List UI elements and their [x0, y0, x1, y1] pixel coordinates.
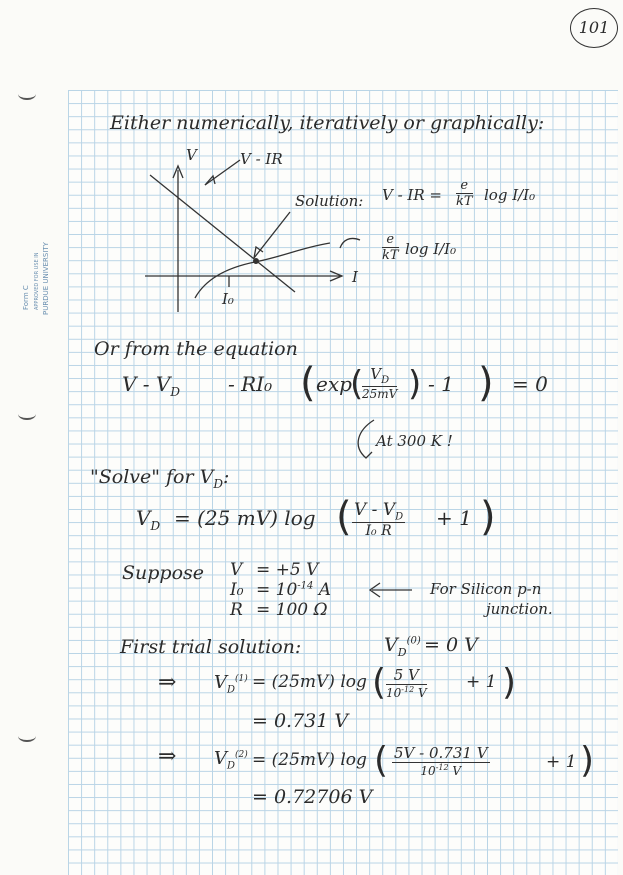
equation-left-paren: (: [300, 360, 316, 406]
solution-coefficient: $\frac{e}{kT}$: [456, 178, 473, 209]
temperature-note: At 300 K !: [376, 432, 453, 450]
load-line-label: V - IR: [240, 150, 283, 168]
curve-label: log I/I₀: [405, 240, 457, 258]
iteration1-tail: + 1: [466, 672, 497, 692]
suppose-val-v: = +5 V: [256, 560, 319, 580]
equation-lhs: V - $V_D$: [122, 372, 180, 399]
heading: Either numerically, iteratively or graphically:: [110, 112, 545, 134]
iteration1-variable: $V_D^{(1)}$: [214, 672, 248, 696]
equation-mid: - RI₀: [228, 372, 273, 396]
iteration2-variable: $V_D^{(2)}$: [214, 748, 248, 772]
iteration1-right-paren: ): [502, 662, 517, 703]
equation-inner-left-paren: (: [350, 364, 364, 404]
first-trial-label: First trial solution:: [120, 636, 302, 658]
suppose-val-r: = 100 Ω: [256, 600, 328, 620]
first-trial-value: = 0 V: [424, 634, 478, 656]
iteration2-expression: = (25mV) log: [252, 750, 367, 770]
vd-equation-tail: + 1: [436, 506, 472, 530]
equation-tail: - 1: [428, 372, 454, 396]
svg-text:Form C: Form C: [22, 285, 30, 310]
v-axis-label: V: [186, 146, 197, 164]
suppose-var-v: V: [230, 560, 243, 580]
equation-rhs: = 0: [512, 372, 548, 396]
suppose-val-i0: = $10^{-14}$ A: [256, 580, 332, 600]
vd-equation-lhs: $V_D$: [136, 506, 161, 533]
solve-line: "Solve" for $V_D$:: [90, 466, 230, 491]
curve-coefficient: $\frac{e}{kT}$: [382, 232, 399, 263]
vd-equation-prefix: = (25 mV) log: [174, 506, 316, 530]
iteration2-left-paren: (: [374, 740, 389, 781]
vd-left-paren: (: [336, 494, 352, 540]
or-line: Or from the equation: [94, 338, 298, 360]
iteration1-fraction: 5 V $10^{-12}$ V: [386, 666, 427, 700]
svg-text:PURDUE UNIVERSITY: PURDUE UNIVERSITY: [42, 242, 50, 315]
i-axis-label: I: [352, 268, 358, 286]
silicon-note-line1: For Silicon p-n: [430, 580, 542, 598]
i0-tick-label: I₀: [222, 290, 234, 308]
vd-fraction: V - $V_D$ I₀ R: [354, 500, 404, 540]
silicon-note-line2: junction.: [486, 600, 553, 618]
first-trial-variable: $V_D^{(0)}$: [384, 634, 421, 659]
iteration2-fraction: 5V - 0.731 V $10^{-12}$ V: [394, 744, 488, 778]
suppose-var-r: R: [230, 600, 243, 620]
solution-equation-rhs: log I/I₀: [484, 186, 536, 204]
vd-right-paren: ): [480, 494, 496, 540]
svg-text:APPROVED FOR USE IN: APPROVED FOR USE IN: [34, 252, 40, 310]
iteration2-tail: + 1: [546, 752, 577, 772]
iteration1-left-paren: (: [372, 662, 387, 703]
iteration1-arrow: ⇒: [158, 670, 177, 695]
solution-label: Solution:: [295, 192, 364, 210]
iteration2-arrow: ⇒: [158, 744, 177, 769]
equation-fraction: $V_D$ 25mV: [362, 365, 398, 401]
solution-equation-lhs: V - IR =: [382, 186, 442, 204]
page-number: 101: [578, 18, 610, 37]
iteration2-result: = 0.72706 V: [252, 786, 373, 808]
suppose-var-i0: I₀: [230, 580, 244, 600]
iteration1-result: = 0.731 V: [252, 710, 349, 732]
iteration1-expression: = (25mV) log: [252, 672, 367, 692]
iteration2-right-paren: ): [580, 740, 595, 781]
equation-exp-label: exp: [316, 372, 352, 396]
equation-right-paren: ): [478, 360, 494, 406]
suppose-label: Suppose: [122, 562, 205, 584]
equation-inner-right-paren: ): [408, 364, 422, 404]
